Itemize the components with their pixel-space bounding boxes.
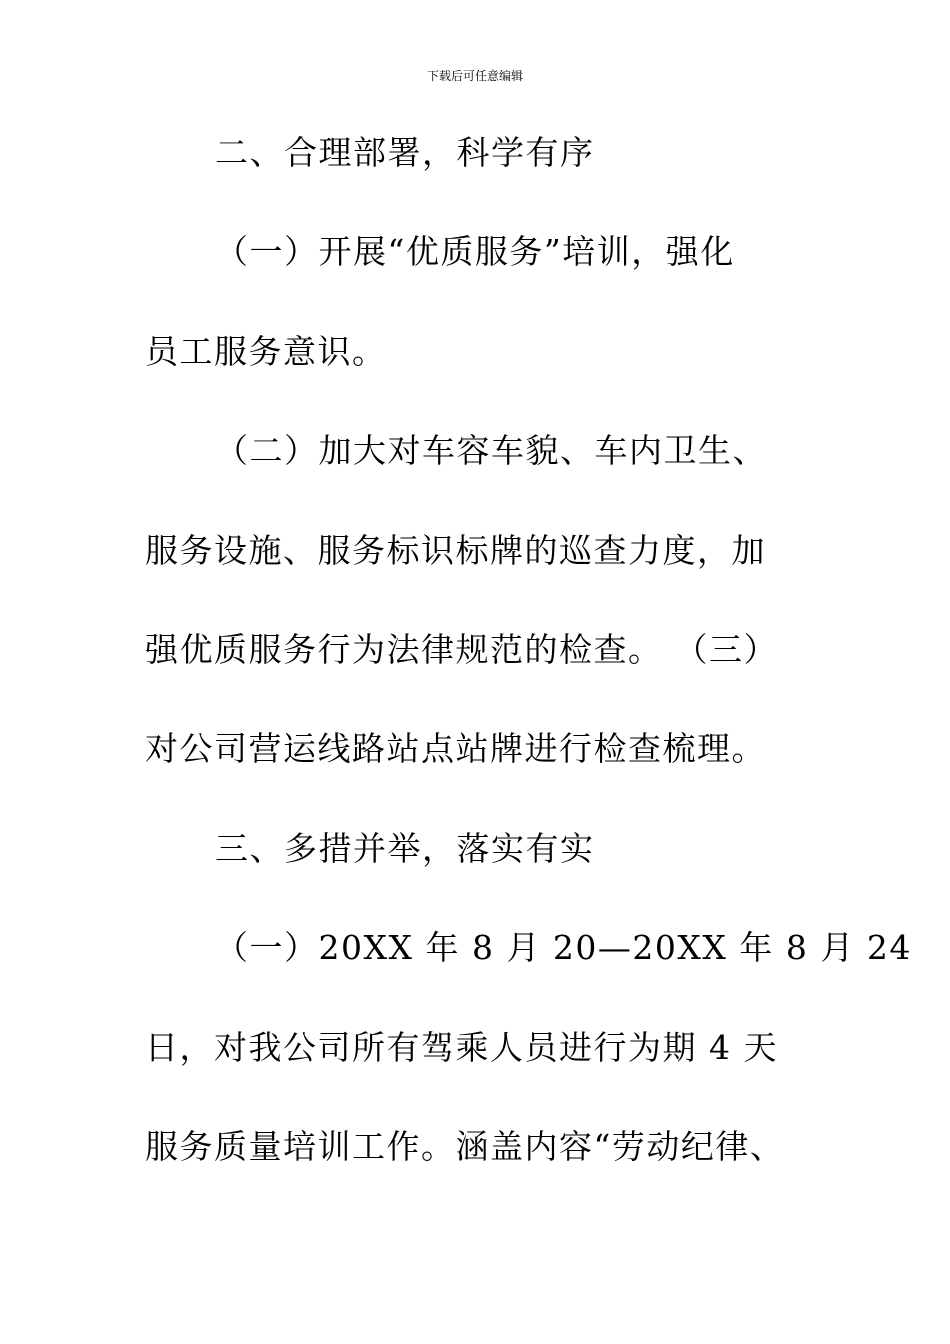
paragraph-line: （二）加大对车容车貌、车内卫生、 — [215, 431, 767, 470]
section-heading-2: 二、合理部署，科学有序 — [215, 133, 595, 172]
header-note: 下载后可任意编辑 — [426, 69, 523, 83]
paragraph-line: （一）20XX 年 8 月 20—20XX 年 8 月 24 — [215, 928, 912, 967]
paragraph-line: 日，对我公司所有驾乘人员进行为期 4 天 — [145, 1028, 778, 1067]
paragraph-line: 强优质服务行为法律规范的检查。 （三） — [145, 630, 778, 669]
paragraph-line: 对公司营运线路站点站牌进行检查梳理。 — [145, 729, 766, 768]
paragraph-line: 服务质量培训工作。涵盖内容“劳动纪律、 — [145, 1127, 785, 1166]
section-heading-3: 三、多措并举，落实有实 — [215, 829, 595, 868]
paragraph-line: 员工服务意识。 — [145, 332, 387, 371]
paragraph-line: 服务设施、服务标识标牌的巡查力度，加 — [145, 531, 766, 570]
paragraph-line: （一）开展“优质服务”培训，强化 — [215, 232, 735, 271]
